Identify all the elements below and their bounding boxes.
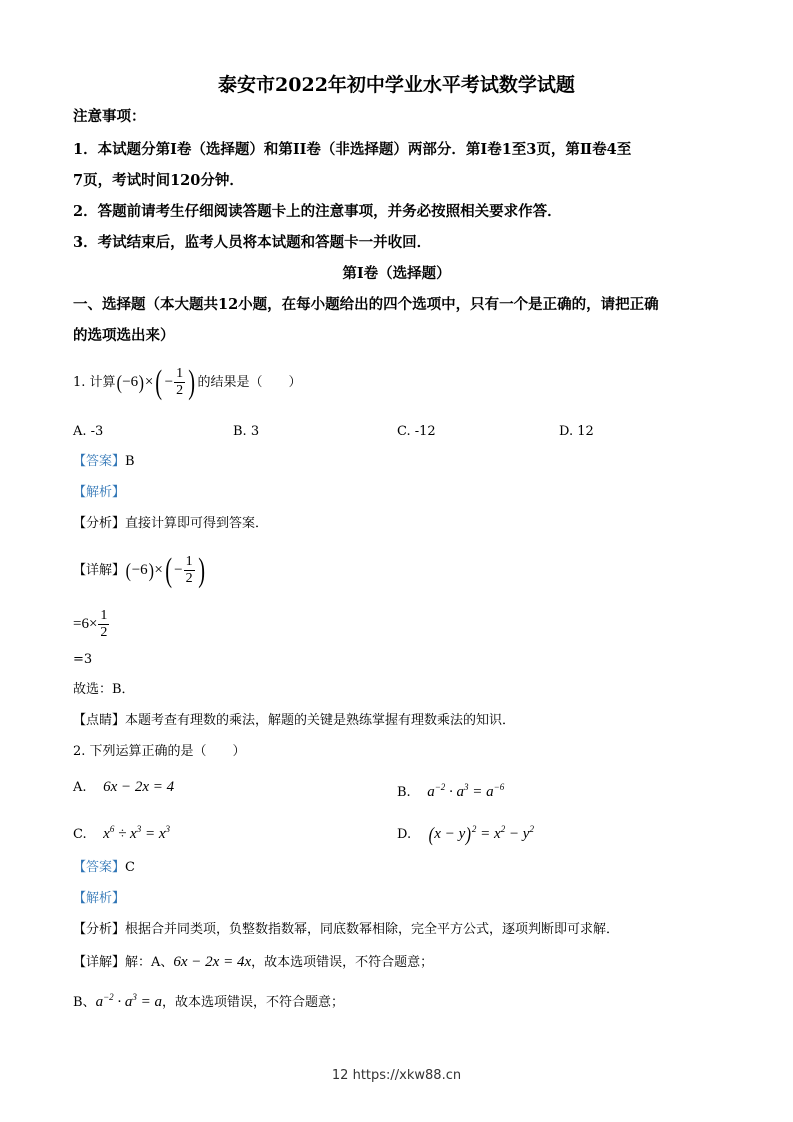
fenxi-line: 【分析】直接计算即可得到答案． — [73, 516, 269, 531]
notice-item-2: 2．答题前请考生仔细阅读答题卡上的注意事项，并务必按照相关要求作答． — [73, 203, 562, 220]
part-instruction-b: 的选项选出来） — [73, 327, 175, 344]
notice-heading: 注意事项： — [73, 108, 146, 125]
page-footer: 12 https://xkw88.cn — [331, 1068, 462, 1083]
q2-xiangjie-b: B、$a^{-2} \cdot a^3 = a$，故本选项错误，不符合题意； — [73, 992, 345, 1010]
q2-answer-line: 【答案】C — [73, 860, 135, 875]
q2-option-c: C. $x^6 \div x^3 = x^3$ — [73, 824, 170, 842]
notice-item-1b: 7页，考试时间120分钟． — [73, 172, 244, 189]
q2-option-d: D. $(x - y)^2 = x^2 - y^2$ — [397, 823, 534, 846]
guxuan-line: 故选：B． — [73, 682, 135, 697]
q2-option-a: A. 6x − 2x = 4 — [73, 779, 175, 795]
q2-analysis-tag: 【解析】 — [73, 891, 126, 906]
q2-option-b: B. $a^{-2} \cdot a^3 = a^{-6}$ — [397, 782, 505, 800]
xiangjie-line: 【详解】(−6)×( − $\frac{1}{2}$ ) — [73, 551, 205, 589]
question-2-stem: 2. 下列运算正确的是（ ） — [73, 744, 246, 759]
option-a: A. -3 — [73, 424, 104, 439]
step-2: =3 — [73, 652, 93, 667]
q2-fenxi-line: 【分析】根据合并同类项，负整数指数幂，同底数幂相除，完全平方公式，逐项判断即可求解． — [73, 922, 620, 937]
section-heading: 第Ⅰ卷（选择题） — [342, 265, 451, 282]
answer-line: 【答案】B — [73, 454, 135, 469]
option-d: D. 12 — [559, 424, 594, 439]
part-instruction-a: 一、选择题（本大题共12小题，在每小题给出的四个选项中，只有一个是正确的，请把正确 — [73, 296, 659, 313]
option-b: B. 3 — [233, 424, 260, 439]
fraction: $\frac{1}{2}$ — [100, 608, 108, 640]
page-title: 泰安市2022年初中学业水平考试数学试题 — [218, 74, 575, 96]
fraction: $\frac{1}{2}$ — [185, 554, 193, 586]
fraction: $\frac{1}{2}$ — [176, 366, 184, 398]
notice-item-1a: 1．本试题分第Ⅰ卷（选择题）和第II卷（非选择题）两部分．第Ⅰ卷1至3页，第Ⅱ卷4至 — [73, 141, 632, 158]
question-1-stem: 1. 计算(−6)×( − $\frac{1}{2}$ ) 的结果是（ ） — [73, 363, 302, 401]
analysis-tag: 【解析】 — [73, 485, 126, 500]
step-1: =6× $\frac{1}{2}$ — [73, 608, 108, 640]
dianjing-line: 【点睛】本题考查有理数的乘法，解题的关键是熟练掌握有理数乘法的知识． — [73, 713, 516, 728]
q2-xiangjie-a: 【详解】解：A、6x − 2x = 4x，故本选项错误，不符合题意； — [73, 954, 434, 970]
notice-item-3: 3．考试结束后，监考人员将本试题和答题卡一并收回． — [73, 234, 432, 251]
option-c: C. -12 — [397, 424, 436, 439]
